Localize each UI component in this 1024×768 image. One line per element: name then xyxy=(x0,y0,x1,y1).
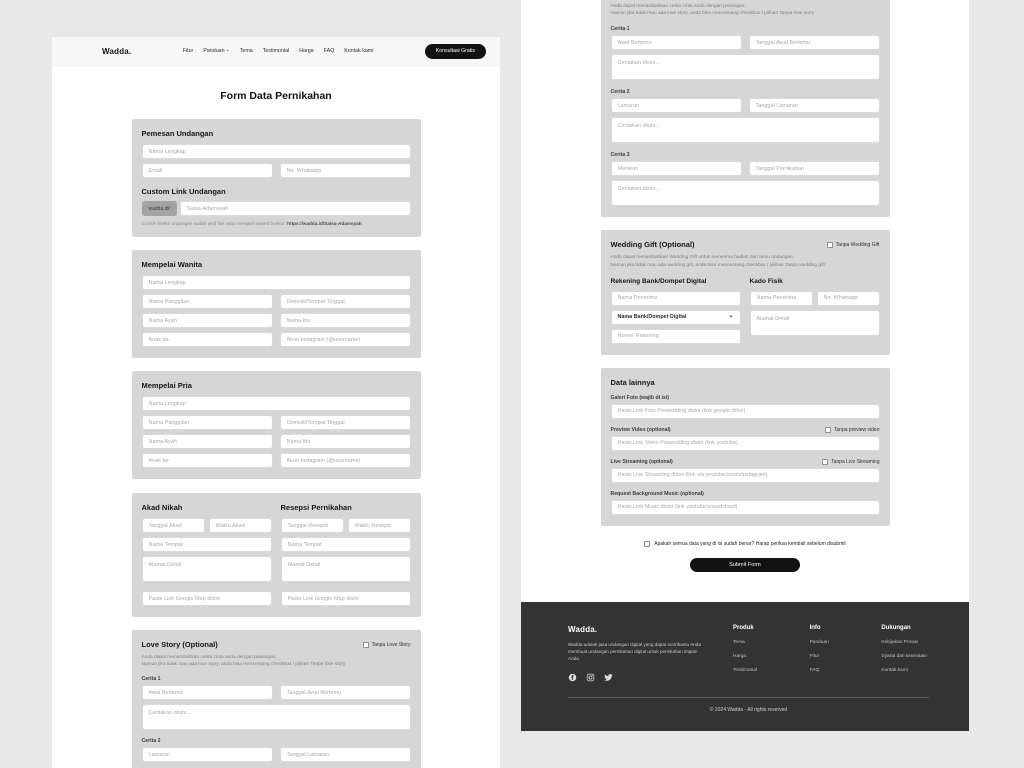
confirm-checkbox[interactable] xyxy=(644,541,650,547)
footer-link-tema[interactable]: Tema xyxy=(733,640,745,645)
confirm-row xyxy=(521,541,969,547)
konsultasi-gratis-button[interactable]: Konsultasi Gratis xyxy=(425,44,486,59)
section-title: Akad Nikah xyxy=(141,503,183,512)
footer-col-title: Info xyxy=(809,625,821,631)
page-content xyxy=(521,0,969,602)
pria-instagram-input[interactable] xyxy=(280,453,411,468)
custom-link-helper: Contoh ketika undangan sudah aktif link akan menjadi seperti berikut: https://wadda.id/Salsa-Adamsyah xyxy=(141,221,362,226)
cerita-2-cerita-input[interactable] xyxy=(611,117,880,143)
footer-col-title: Produk xyxy=(733,625,754,631)
tanpa-wedding-gift-checkbox[interactable]: Tanpa Wedding Gift xyxy=(827,242,880,248)
twitter-icon[interactable] xyxy=(604,673,613,682)
akad-nama-tempat-input[interactable] xyxy=(142,537,272,552)
footer-divider xyxy=(568,697,929,698)
love-story-description: Anda dapat menambahkan cerita cinta anda dengan pasangan. Namun jika tidak mau ada love story, anda bisa mencentang checkbox / pilihan Tanpa love story xyxy=(610,4,815,17)
wanita-nama-lengkap-input[interactable] xyxy=(142,275,411,290)
footer-copyright: © 2024 Wadda - All rights reserved xyxy=(709,707,788,714)
cerita-3-tanggal-input[interactable] xyxy=(749,161,880,176)
kado-fisik-title: Kado Fisik xyxy=(749,277,783,285)
pria-domisili-input[interactable] xyxy=(280,415,411,430)
live-streaming-input[interactable] xyxy=(611,468,880,483)
submit-form-button[interactable]: Submit Form xyxy=(690,558,800,572)
pria-nama-panggilan-input[interactable] xyxy=(142,415,273,430)
cerita-1-cerita-input[interactable] xyxy=(611,54,880,80)
kado-alamat-detail-input[interactable] xyxy=(750,310,880,336)
footer-columns xyxy=(733,625,929,682)
section-title: Mempelai Pria xyxy=(141,381,192,390)
kado-whatsapp-input[interactable] xyxy=(817,291,880,306)
akad-waktu-input[interactable] xyxy=(209,518,272,533)
checkbox-icon xyxy=(827,242,833,248)
cerita-2-label: Cerita 2 xyxy=(141,738,161,745)
nav-tema[interactable]: Tema xyxy=(239,48,253,54)
bank-select[interactable]: Nama Bank/Dompet Digital ⌄ xyxy=(611,310,741,325)
resepsi-tanggal-input[interactable] xyxy=(281,518,344,533)
section-mempelai-pria xyxy=(132,371,421,479)
checkbox-icon xyxy=(822,459,828,465)
cerita-2-tanggal-input[interactable] xyxy=(749,98,880,113)
rekening-title: Rekening Bank/Dompet Digital xyxy=(610,277,707,285)
section-love-story xyxy=(132,630,421,768)
preview-video-label: Preview Video (optional) xyxy=(610,426,671,433)
custom-link-input[interactable] xyxy=(180,201,411,216)
resepsi-waktu-input[interactable] xyxy=(348,518,411,533)
footer-link-panduan[interactable]: Panduan xyxy=(809,640,829,645)
section-love-story-continued xyxy=(601,0,890,217)
nav-panduan[interactable]: Panduan ⌄ xyxy=(203,46,230,54)
section-data-lainnya xyxy=(601,368,890,526)
cerita-1-label: Cerita 1 xyxy=(610,26,630,33)
footer-about: Wadda adalah jasa undangan digital yang dapat membantu Anda membuat undangan pernikahan digital untuk pernikahan impian Anda. xyxy=(568,642,701,662)
footer-socials xyxy=(568,673,733,682)
email-input[interactable] xyxy=(142,163,273,178)
kado-fisik-column xyxy=(750,278,880,344)
resepsi-column xyxy=(281,503,411,606)
wanita-nama-ayah-input[interactable] xyxy=(142,313,273,328)
wanita-anak-ke-input[interactable] xyxy=(142,332,273,347)
wanita-nama-panggilan-input[interactable] xyxy=(142,294,273,309)
chevron-down-icon: ⌄ xyxy=(728,313,734,320)
section-title: Pemesan Undangan xyxy=(141,129,214,138)
background-music-input[interactable] xyxy=(611,500,880,515)
resepsi-nama-tempat-input[interactable] xyxy=(281,537,411,552)
wanita-instagram-input[interactable] xyxy=(280,332,411,347)
akad-column xyxy=(142,503,272,606)
kado-nama-penerima-input[interactable] xyxy=(750,291,813,306)
footer-logo[interactable]: Wadda. xyxy=(568,625,598,634)
cerita-1-judul-input[interactable] xyxy=(142,685,273,700)
facebook-icon[interactable] xyxy=(568,673,577,682)
pria-nama-ayah-input[interactable] xyxy=(142,434,273,449)
cerita-1-tanggal-input[interactable] xyxy=(749,35,880,50)
cerita-3-judul-input[interactable] xyxy=(611,161,742,176)
tanpa-love-story-checkbox[interactable]: Tanpa Love Story xyxy=(363,642,411,648)
footer-link-testimonial[interactable]: Testimonial xyxy=(733,668,757,673)
cerita-2-judul-input[interactable] xyxy=(142,747,273,762)
footer-col-produk xyxy=(733,625,757,682)
custom-link-title: Custom Link Undangan xyxy=(141,187,226,196)
confirm-label: Apakah semua data yang di isi sudah benar? Harap periksa kembali sebelum disubmit xyxy=(654,540,846,547)
page-screenshot-bottom xyxy=(521,0,969,731)
cerita-3-cerita-input[interactable] xyxy=(611,180,880,206)
tanpa-live-streaming-checkbox[interactable]: Tanpa Live Streaming xyxy=(822,459,879,465)
cerita-1-tanggal-input[interactable] xyxy=(280,685,411,700)
section-wedding-gift xyxy=(601,230,890,354)
background-music-label: Request Background Music (optional) xyxy=(610,490,704,497)
page-screenshot-top xyxy=(52,37,500,768)
resepsi-google-map-input[interactable] xyxy=(281,591,411,606)
logo[interactable]: Wadda. xyxy=(102,46,132,56)
chevron-down-icon: ⌄ xyxy=(225,46,230,53)
site-header xyxy=(52,37,500,66)
section-mempelai-wanita xyxy=(132,250,421,358)
footer-brand xyxy=(568,625,733,682)
galeri-foto-input[interactable] xyxy=(611,404,880,419)
footer-col-info xyxy=(810,625,829,682)
wanita-nama-ibu-input[interactable] xyxy=(280,313,411,328)
love-story-description: Anda dapat menambahkan cerita cinta anda dengan pasangan. Namun jika tidak mau ada love story, anda bisa mencentang checkbox / pilihan Tanpa love story xyxy=(141,655,346,668)
nav-faq[interactable]: FAQ xyxy=(323,48,335,54)
footer-link-kebijakan-privasi[interactable]: Kebijakan Privasi xyxy=(881,640,919,645)
page-title: Form Data Pernikahan xyxy=(220,90,332,102)
cerita-1-judul-input[interactable] xyxy=(611,35,742,50)
whatsapp-input[interactable] xyxy=(280,163,411,178)
nav-kontak-kami[interactable]: Kontak kami xyxy=(344,48,374,54)
pria-anak-ke-input[interactable] xyxy=(142,453,273,468)
nav-fitur[interactable]: Fitur xyxy=(182,48,194,54)
tanpa-preview-video-checkbox[interactable]: Tanpa preview video xyxy=(825,427,880,433)
cerita-3-label: Cerita 3 xyxy=(610,152,630,159)
akad-google-map-input[interactable] xyxy=(142,591,272,606)
footer-link-harga[interactable]: Harga xyxy=(733,654,747,659)
cerita-2-label: Cerita 2 xyxy=(610,89,630,96)
section-title: Love Story (Optional) xyxy=(141,640,218,649)
section-akad-resepsi xyxy=(132,493,421,617)
pria-nama-lengkap-input[interactable] xyxy=(142,396,411,411)
resepsi-alamat-detail-input[interactable] xyxy=(281,556,411,582)
section-title: Wedding Gift (Optional) xyxy=(610,240,695,250)
preview-video-input[interactable] xyxy=(611,436,880,451)
checkbox-icon xyxy=(644,541,650,547)
cerita-2-tanggal-input[interactable] xyxy=(280,747,411,762)
footer-col-title: Dukungan xyxy=(881,625,911,631)
live-streaming-label: Live Streaming (optional) xyxy=(610,458,673,465)
section-pemesan-undangan xyxy=(132,119,421,237)
footer-link-faq[interactable]: FAQ xyxy=(809,668,820,673)
checkbox-icon xyxy=(363,642,369,648)
section-title: Mempelai Wanita xyxy=(141,260,203,269)
footer-col-dukungan xyxy=(881,625,927,682)
nav-testimonial[interactable]: Testimonial xyxy=(262,48,290,54)
cerita-1-label: Cerita 1 xyxy=(141,676,161,683)
nav-harga[interactable]: Harga xyxy=(299,48,314,54)
akad-alamat-detail-input[interactable] xyxy=(142,556,272,582)
custom-link-example: https://wadda.id/Salsa-Adamsyah xyxy=(287,221,362,226)
rekening-column xyxy=(611,278,741,344)
footer-link-kontak-kami[interactable]: Kontak kami xyxy=(881,668,908,673)
main-nav xyxy=(183,48,374,54)
wedding-gift-description: Anda dapat menambahkan Wedding Gift untuk menerima hadiah dari tamu undangan. Namun jika tidak mau ada wedding gift, anda bisa mencentang checkbox / pilihan Tanpa wedding gift xyxy=(610,255,825,268)
site-footer xyxy=(521,602,969,731)
nama-lengkap-input[interactable] xyxy=(142,144,411,159)
akad-tanggal-input[interactable] xyxy=(142,518,205,533)
nomor-rekening-input[interactable] xyxy=(611,329,741,344)
rekening-nama-penerima-input[interactable] xyxy=(611,291,741,306)
checkbox-icon xyxy=(825,427,831,433)
wanita-domisili-input[interactable] xyxy=(280,294,411,309)
pria-nama-ibu-input[interactable] xyxy=(280,434,411,449)
link-prefix-chip: wadda.id/ xyxy=(142,201,177,216)
section-title: Resepsi Pernikahan xyxy=(280,503,352,512)
footer-link-syarat-ketentuan[interactable]: Syarat dan ketentuan xyxy=(881,654,927,659)
footer-link-fitur[interactable]: Fitur xyxy=(809,654,820,659)
instagram-icon[interactable] xyxy=(586,673,595,682)
cerita-2-judul-input[interactable] xyxy=(611,98,742,113)
galeri-foto-label: Galeri Foto (wajib di isi) xyxy=(610,394,670,401)
section-title: Data lainnya xyxy=(610,377,655,387)
cerita-1-cerita-input[interactable] xyxy=(142,704,411,730)
